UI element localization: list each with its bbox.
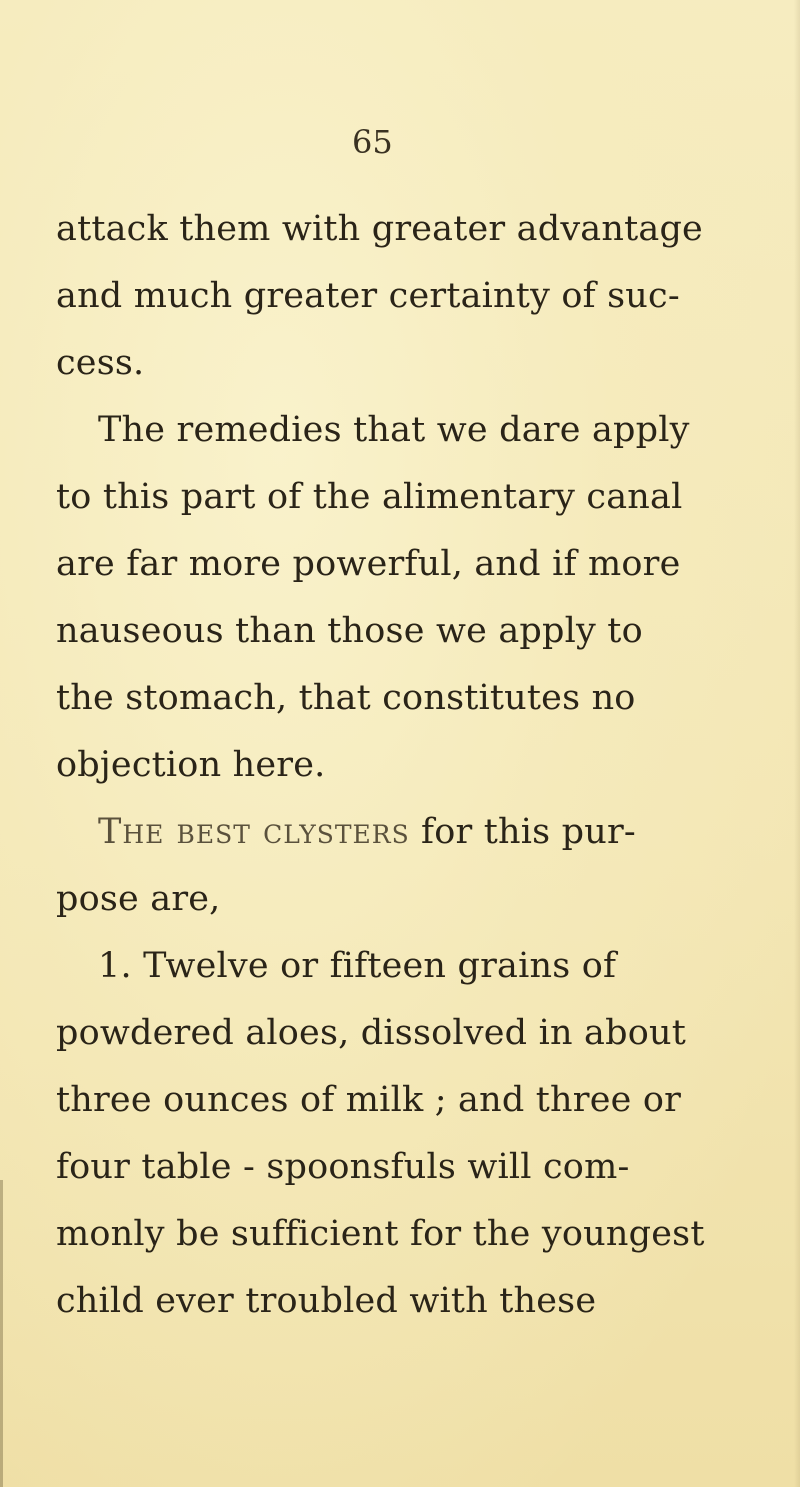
text-line: The remedies that we dare apply xyxy=(98,410,690,450)
page-number: 65 xyxy=(352,123,393,161)
text-line: nauseous than those we apply to xyxy=(56,611,643,651)
text-line: to this part of the alimentary canal xyxy=(56,477,683,517)
text-line: the stomach, that constitutes no xyxy=(56,678,636,718)
section-heading-line xyxy=(56,799,746,866)
text-line: pose are, xyxy=(56,879,221,919)
text-line: child ever troubled with these xyxy=(56,1281,597,1321)
text-line: objection here. xyxy=(56,745,326,785)
binding-edge xyxy=(0,1180,3,1487)
page-edge-shadow xyxy=(794,0,800,1487)
section-heading: The best clysters xyxy=(98,812,410,852)
text-line: four table - spoonsfuls will com- xyxy=(56,1147,630,1187)
heading-continuation: for this pur- xyxy=(421,812,636,852)
text-line: and much greater certainty of suc- xyxy=(56,276,680,316)
body-text xyxy=(56,196,746,1335)
text-line: are far more powerful, and if more xyxy=(56,544,681,584)
text-line: three ounces of milk ; and three or xyxy=(56,1080,682,1120)
text-line: attack them with greater advantage xyxy=(56,209,703,249)
text-line: cess. xyxy=(56,343,145,383)
list-item-line: 1. Twelve or fifteen grains of xyxy=(98,946,617,986)
text-line: powdered aloes, dissolved in about xyxy=(56,1013,686,1053)
text-line: monly be sufficient for the youngest xyxy=(56,1214,705,1254)
